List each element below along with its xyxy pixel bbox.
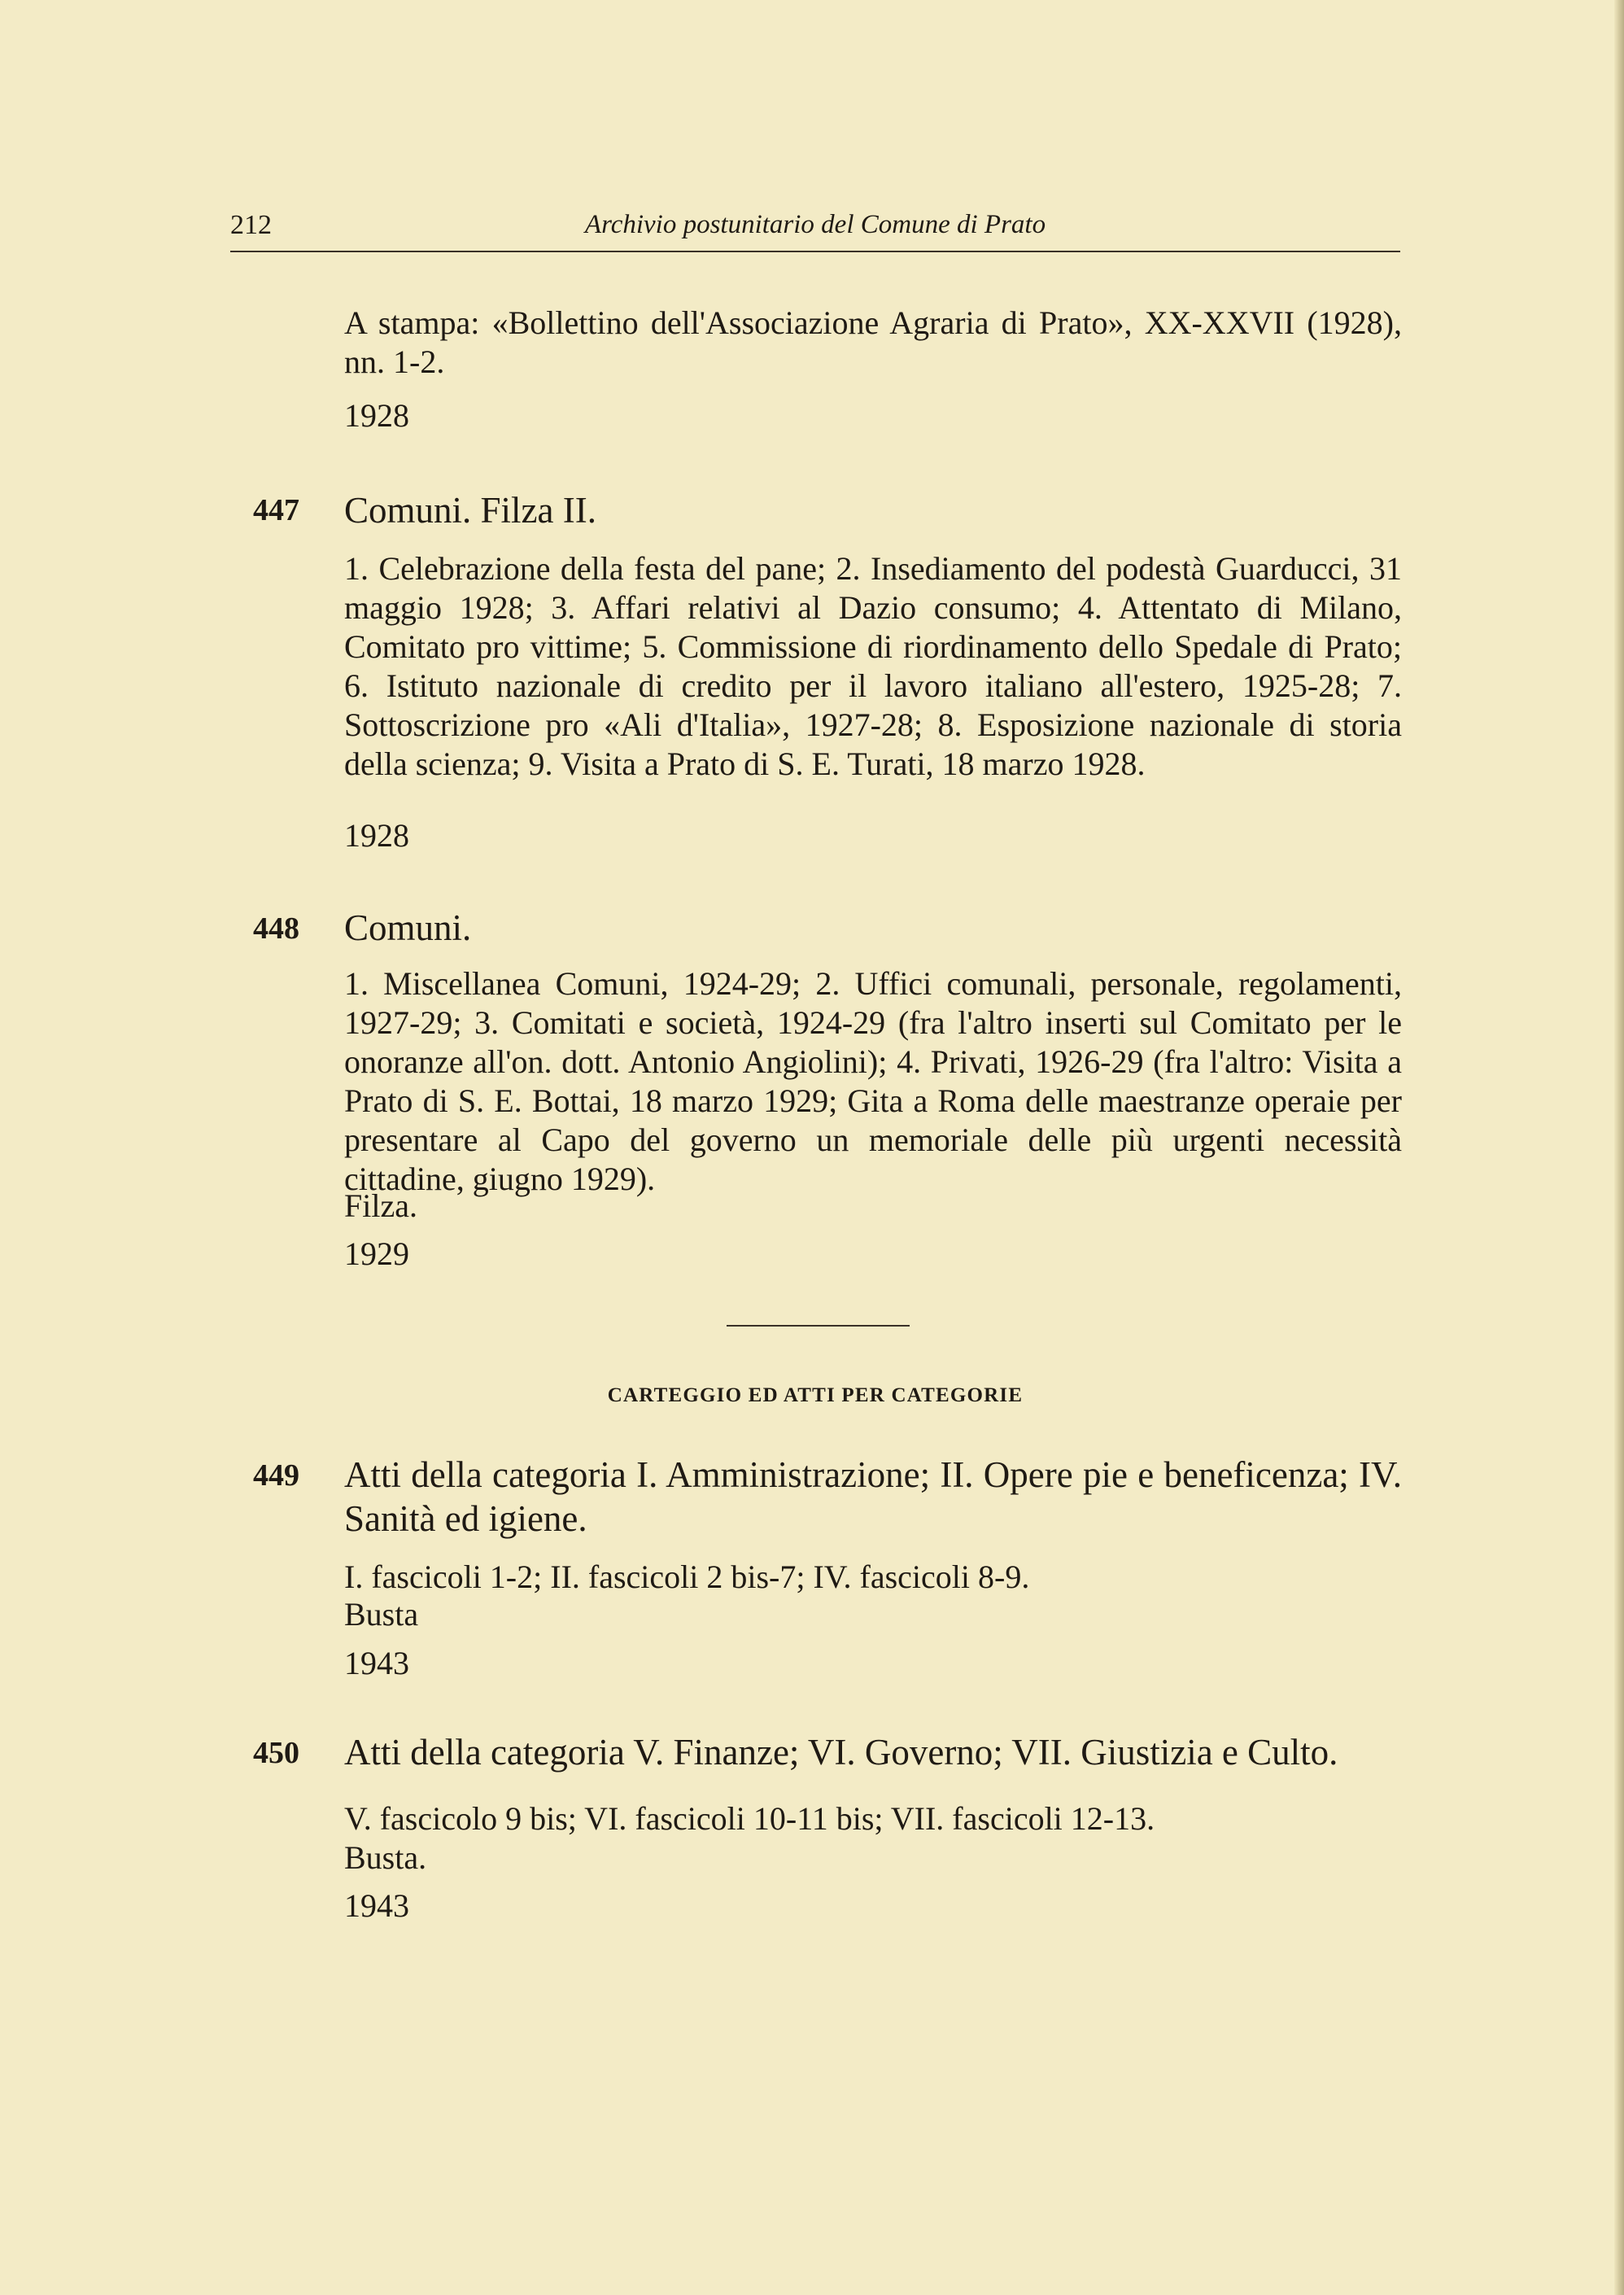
intro-date: 1928 [344,397,409,434]
entry-450-unit: Busta. [344,1839,427,1876]
entry-450-number: 450 [253,1736,299,1770]
entry-448-number: 448 [253,911,299,946]
entry-449-description: I. fascicoli 1-2; II. fascicoli 2 bis-7; IV. fascicoli 8-9. [344,1558,1030,1595]
page-header [230,210,1400,252]
entry-450-title: Atti della categoria V. Finanze; VI. Governo; VII. Giustizia e Culto. [344,1732,1338,1773]
entry-447-title: Comuni. Filza II. [344,490,596,531]
entry-449-title: Atti della categoria I. Amministrazione; II. Opere pie e beneficenza; IV. Sanità ed igiene. [344,1454,1402,1539]
entry-450-date: 1943 [344,1887,409,1924]
entry-448-description: 1. Miscellanea Comuni, 1924-29; 2. Uffici comunali, personale, regolamenti, 1927-29; 3. Comitati e società, 1924-29 (fra l'altro inserti sul Comitato per le onoranze all'on. dott. Antonio Angiolini); 4. Privati, 1926-29 (fra l'altro: Visita a Prato di S. E. Bottai, 18 marzo 1929; Gita a Roma delle maestranze operaie per presentare al Capo del governo un memoriale delle più urgenti necessità cittadine, giugno 1929). [344,965,1402,1197]
running-title: Archivio postunitario del Comune di Prato [584,210,1046,239]
entry-449-unit: Busta [344,1596,419,1633]
page-number: 212 [230,210,272,240]
entry-450-description: V. fascicolo 9 bis; VI. fascicoli 10-11 bis; VII. fascicoli 12-13. [344,1800,1155,1837]
entry-447-number: 447 [253,493,299,527]
entry-448-title: Comuni. [344,907,472,948]
entry-448-date: 1929 [344,1235,409,1272]
entry-449-number: 449 [253,1458,299,1493]
page-edge [1614,0,1624,2295]
entry-448-unit: Filza. [344,1187,417,1224]
intro-text: A stampa: «Bollettino dell'Associazione Agraria di Prato», XX-XXVII (1928), nn. 1-2. [344,304,1402,380]
entry-447-date: 1928 [344,817,409,854]
entry-449-date: 1943 [344,1645,409,1681]
section-separator [727,1325,910,1327]
section-heading: CARTEGGIO ED ATTI PER CATEGORIE [607,1384,1024,1406]
entry-447-description: 1. Celebrazione della festa del pane; 2. Insediamento del podestà Guarducci, 31 maggio 1928; 3. Affari relativi al Dazio consumo; 4. Attentato di Milano, Comitato pro vittime; 5. Commissione di riordinamento dello Spedale di Prato; 6. Istituto nazionale di credito per il lavoro italiano all'estero, 1925-28; 7. Sottoscrizione pro «Ali d'Italia», 1927-28; 8. Esposizione nazionale di storia della scienza; 9. Visita a Prato di S. E. Turati, 18 marzo 1928. [344,550,1402,782]
